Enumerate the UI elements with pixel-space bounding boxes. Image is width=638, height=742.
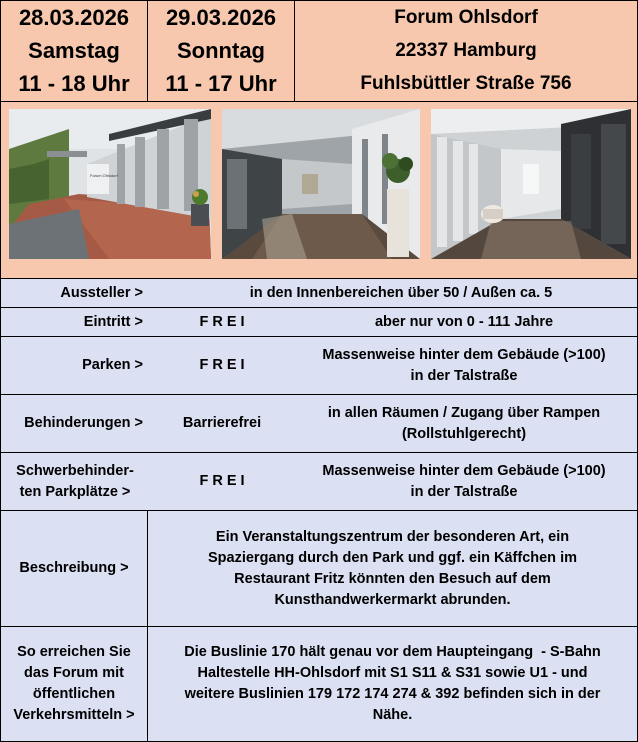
note-schwerbehinderten-line2: in der Talstraße — [410, 483, 518, 500]
label-schwerbehinderten-line1: Schwerbehinder- — [16, 462, 134, 479]
row-behinderungen — [1, 395, 637, 453]
photo-interior-hall — [222, 109, 420, 259]
row-parken — [1, 337, 637, 395]
row-beschreibung — [1, 511, 637, 627]
label-eintritt: Eintritt > — [83, 313, 143, 330]
label-beschreibung: Beschreibung > — [1, 511, 148, 626]
label-schwerbehinderten-line2: ten Parkplätze > — [19, 483, 131, 500]
venue-street: Fuhlsbüttler Straße 756 — [360, 73, 572, 94]
text-anfahrt — [148, 627, 637, 741]
day1-weekday: Samstag — [28, 38, 120, 63]
label-parken: Parken > — [82, 357, 143, 373]
photo-strip — [1, 102, 637, 279]
beschreibung-line2: Spaziergang durch den Park und ggf. ein Käffchen im — [208, 549, 577, 566]
note-parken-line2: in der Talstraße — [410, 367, 518, 384]
label-anfahrt-line4: Verkehrsmitteln > — [13, 707, 135, 723]
value-eintritt: F R E I — [199, 313, 245, 330]
note-schwerbehinderten — [303, 453, 625, 510]
note-behinderungen-line2: (Rollstuhlgerecht) — [401, 425, 527, 442]
venue-city: 22337 Hamburg — [395, 40, 537, 61]
anfahrt-line2: Haltestelle HH-Ohlsdorf mit S1 S11 & S31 sowie U1 - und — [197, 665, 588, 681]
venue-block — [295, 1, 637, 101]
day2-date: 29.03.2026 — [165, 5, 277, 30]
row-eintritt — [1, 308, 637, 337]
day2-weekday: Sonntag — [177, 38, 265, 63]
day1-date: 28.03.2026 — [18, 5, 130, 30]
label-anfahrt — [1, 627, 148, 741]
label-aussteller: Aussteller > — [60, 284, 143, 301]
label-behinderungen: Behinderungen > — [24, 415, 143, 431]
note-schwerbehinderten-line1: Massenweise hinter dem Gebäude (>100) — [322, 462, 606, 479]
label-anfahrt-line1: So erreichen Sie — [17, 644, 131, 660]
label-anfahrt-line3: öffentlichen — [32, 686, 116, 702]
venue-name: Forum Ohlsdorf — [394, 7, 538, 28]
photo-exterior — [9, 109, 211, 259]
note-behinderungen — [303, 395, 625, 452]
day1-hours: 11 - 18 Uhr — [18, 71, 130, 96]
anfahrt-line4: Nähe. — [372, 707, 413, 723]
note-eintritt: aber nur von 0 - 111 Jahre — [374, 313, 554, 330]
day2-block — [148, 1, 295, 101]
value-parken: F R E I — [199, 357, 245, 373]
anfahrt-line1: Die Buslinie 170 hält genau vor dem Haupteingang - S-Bahn — [184, 644, 601, 660]
row-anfahrt — [1, 627, 637, 741]
value-behinderungen: Barrierefrei — [182, 415, 262, 431]
note-behinderungen-line1: in allen Räumen / Zugang über Rampen — [327, 404, 601, 421]
anfahrt-line3: weitere Buslinien 179 172 174 274 & 392 befinden sich in der — [184, 686, 601, 702]
beschreibung-line3: Restaurant Fritz könnten den Besuch auf dem — [234, 570, 551, 587]
value-schwerbehinderten: F R E I — [199, 473, 245, 489]
day2-hours: 11 - 17 Uhr — [165, 71, 277, 96]
label-schwerbehinderten — [1, 453, 149, 510]
note-parken-line1: Massenweise hinter dem Gebäude (>100) — [322, 346, 606, 363]
label-anfahrt-line2: das Forum mit — [24, 665, 124, 681]
day1-block — [1, 1, 148, 101]
text-beschreibung — [148, 511, 637, 626]
row-aussteller — [1, 279, 637, 308]
note-parken — [303, 337, 625, 394]
beschreibung-line1: Ein Veranstaltungszentrum der besonderen Art, ein — [215, 528, 570, 545]
photo-corridor — [431, 109, 631, 259]
header-band — [1, 1, 637, 102]
photo-sign-text: Forum Ohlsdorf — [90, 173, 118, 178]
beschreibung-line4: Kunsthandwerkermarkt abrunden. — [274, 591, 511, 608]
value-aussteller: in den Innenbereichen über 50 / Außen ca. 5 — [249, 284, 553, 301]
row-schwerbehinderten-parkplaetze — [1, 453, 637, 511]
